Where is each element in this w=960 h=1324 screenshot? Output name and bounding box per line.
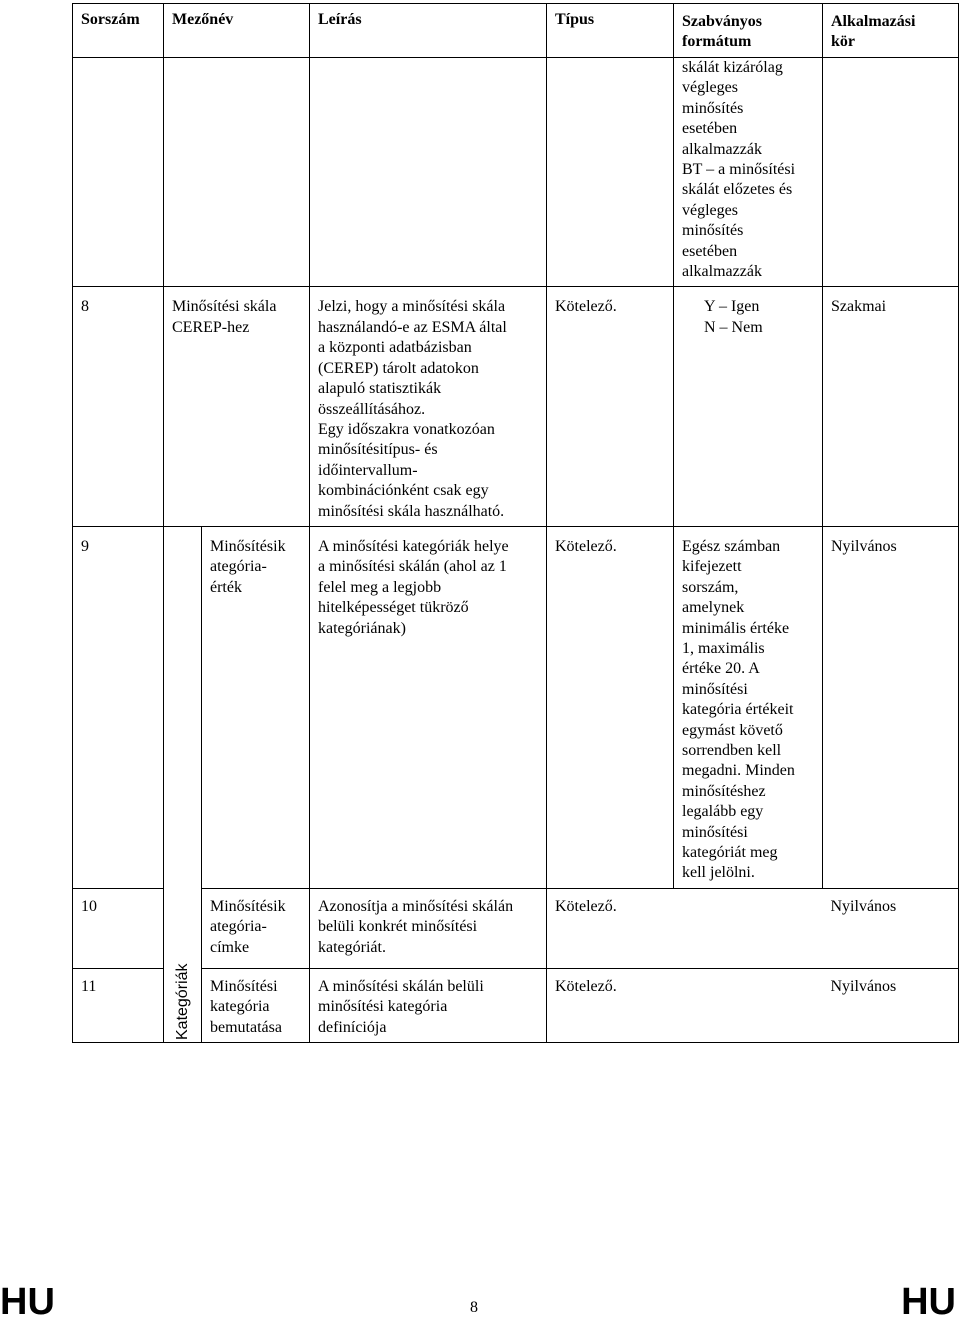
row-format <box>674 968 823 1042</box>
row-format: Egész számban kifejezett sorszám, amelynek minimális értéke 1, maximális értéke 20. A minősítési kategória értékeit egymást követő sorrendben kell megadni. Minden minősítéshez legalább egy minősítési kategóriát meg kell jelölni. <box>674 526 823 888</box>
group-label-cell <box>164 526 202 1042</box>
row-type <box>547 58 674 287</box>
table-row <box>73 968 959 1042</box>
row-number: 9 <box>73 526 164 888</box>
table-row <box>73 526 959 888</box>
footer-language-right: HU <box>901 1281 956 1323</box>
row-description: A minősítési kategóriák helye a minősítési skálán (ahol az 1 felel meg a legjobb hitelképességet tükröző kategóriának) <box>310 526 547 888</box>
row-type: Kötelező. <box>547 968 674 1042</box>
page-number: 8 <box>470 1298 478 1316</box>
row-description <box>310 58 547 287</box>
row-scope: Szakmai <box>823 287 959 526</box>
row-name: Minősítésik ategória- címke <box>202 888 310 968</box>
table-row <box>73 888 959 968</box>
table-header-row <box>73 4 959 58</box>
header-mezonev: Mezőnév <box>164 4 310 58</box>
header-leiras: Leírás <box>310 4 547 58</box>
row-number <box>73 58 164 287</box>
header-sorszam: Sorszám <box>73 4 164 58</box>
row-description: A minősítési skálán belüli minősítési kategória definíciója <box>310 968 547 1042</box>
row-name <box>164 58 310 287</box>
row-format <box>674 888 823 968</box>
row-format: skálát kizárólag végleges minősítés esetében alkalmazzák BT – a minősítési skálát előzetes és végleges minősítés esetében alkalmazzák <box>674 58 823 287</box>
table-row <box>73 58 959 287</box>
row-number: 8 <box>73 287 164 526</box>
row-scope: Nyilvános <box>823 968 959 1042</box>
row-description: Azonosítja a minősítési skálán belüli konkrét minősítési kategóriát. <box>310 888 547 968</box>
group-label: Kategóriák <box>173 963 191 1041</box>
row-description: Jelzi, hogy a minősítési skála használandó-e az ESMA által a központi adatbázisban (CEREP) tárolt adatokon alapuló statisztikák összeállításához. Egy időszakra vonatkozóan minősítésitípus- és időintervallum- kombinációnként csak egy minősítési skála használható. <box>310 287 547 526</box>
header-tipus: Típus <box>547 4 674 58</box>
document-table <box>72 3 959 1043</box>
row-number: 10 <box>73 888 164 968</box>
row-scope: Nyilvános <box>823 888 959 968</box>
row-format: Y – Igen N – Nem <box>674 287 823 526</box>
table-row <box>73 287 959 526</box>
row-name: Minősítésik ategória- érték <box>202 526 310 888</box>
row-type: Kötelező. <box>547 888 674 968</box>
row-scope <box>823 58 959 287</box>
row-scope: Nyilvános <box>823 526 959 888</box>
row-type: Kötelező. <box>547 287 674 526</box>
row-name: Minősítési kategória bemutatása <box>202 968 310 1042</box>
row-name: Minősítési skála CEREP-hez <box>164 287 310 526</box>
footer-language-left: HU <box>0 1281 55 1323</box>
row-number: 11 <box>73 968 164 1042</box>
header-formatum: Szabványos formátum <box>674 4 823 58</box>
row-type: Kötelező. <box>547 526 674 888</box>
header-alkalmazasi-kor: Alkalmazási kör <box>823 4 959 58</box>
